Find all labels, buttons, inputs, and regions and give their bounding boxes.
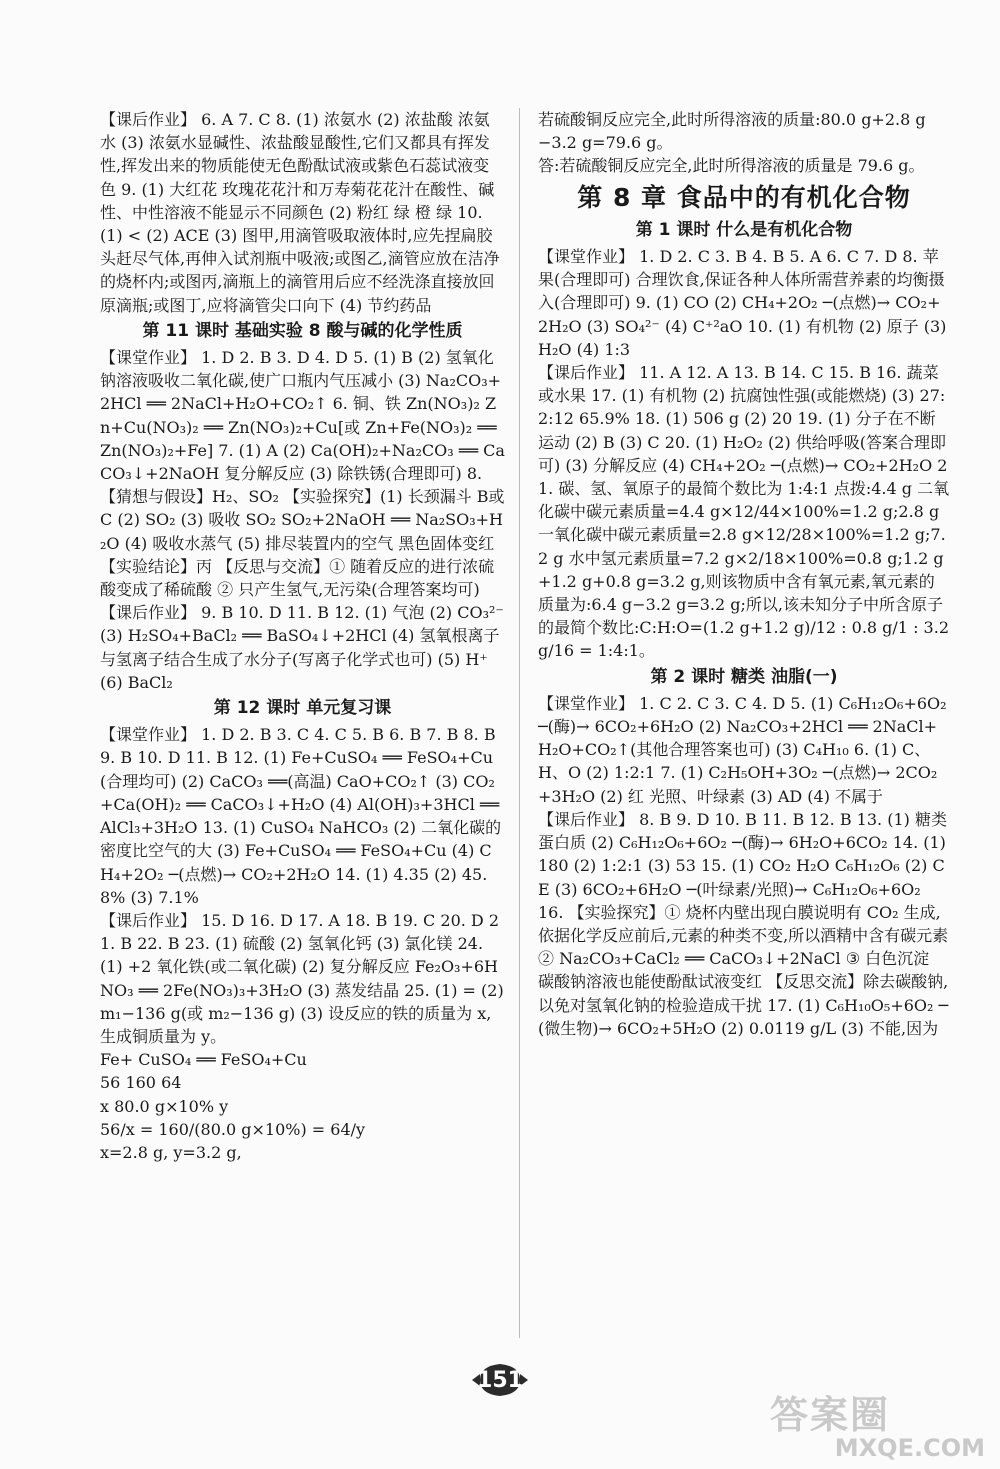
watermark-url: MXQE.COM — [834, 1434, 985, 1462]
watermark-logo — [770, 1395, 985, 1465]
text-block: 【课堂作业】 1. D 2. B 3. C 4. C 5. B 6. B 7. B 8. B 9. B 10. D 11. B 12. (1) Fe+CuSO₄ ══ FeSO₄+Cu(合理均可) (2) CaCO₃ ══(高温) CaO+CO₂↑ (3) CO₂+Ca(OH)₂ ══ CaCO₃↓+H₂O (4) Al(OH)₃+3HCl ══ AlCl₃+3H₂O 13. (1) CuSO₄ NaHCO₃ (2) 二氧化碳的密度比空气的大 (3) Fe+CuSO₄ ══ FeSO₄+Cu (4) CH₄+2O₂ ─(点燃)→ CO₂+2H₂O 14. (1) 4.35 (2) 45.8% (3) 7.1% — [100, 725, 502, 907]
column-divider — [519, 108, 520, 1338]
text-block: 【课后作业】 11. A 12. A 13. B 14. C 15. B 16. 蔬菜或水果 17. (1) 有机物 (2) 抗腐蚀性强(或能燃烧) (3) 27:2:12 65.9% 18. (1) 506 g (2) 20 19. (1) 分子在不断运动 (2) B (3) C 20. (1) H₂O₂ (2) 供给呼吸(答案合理即可) (3) 分解反应 (4) CH₄+2O₂ ─(点燃)→ CO₂+2H₂O 21. 碳、氢、氧原子的最简个数比为 1:4:1 点拨:4.4 g 二氧化碳中碳元素质量=4.4 g×12/44×100%=1.2 g;2.8 g 一氧化碳中碳元素质量=2.8 g×12/28×100%=1.2 g;7.2 g 水中氢元素质量=7.2 g×2/18×100%=0.8 g;1.2 g+1.2 g+0.8 g=3.2 g,则该物质中含有氧元素,氧元素的质量为:6.4 g−3.2 g=3.2 g;所以,该未知分子中所含原子的最简个数比:C:H:O=(1.2 g+1.2 g)/12 : 0.8 g/1 : 3.2 g/16 = 1:4:1。 — [538, 363, 950, 661]
text-block: 答:若硫酸铜反应完全,此时所得溶液的质量是 79.6 g。 — [538, 156, 925, 176]
text-block: 【课后作业】 9. B 10. D 11. B 12. (1) 气泡 (2) CO₃²⁻ (3) H₂SO₄+BaCl₂ ══ BaSO₄↓+2HCl (4) 氢氧根离子与氢离子结合生成了水分子(写离子化学式也可) (5) H⁺ (6) BaCl₂ — [100, 603, 504, 692]
text-block: 【课后作业】 6. A 7. C 8. (1) 浓氨水 (2) 浓盐酸 浓氨水 (3) 浓氨水显碱性、浓盐酸显酸性,它们又都具有挥发性,挥发出来的物质能使无色酚酞试液或紫色石蕊试液变色 9. (1) 大红花 玫瑰花花汁和万寿菊花花汁在酸性、碱性、中性溶液不能显示不同颜色 (2) 粉红 绿 橙 绿 10. (1) < (2) ACE (3) 图甲,用滴管吸取液体时,应先捏扁胶头赶尽气体,再伸入试剂瓶中吸液;或图乙,滴管应放在洁净的烧杯内;或图丙,滴瓶上的滴管用后应不经洗涤直接放回原滴瓶;或图丁,应将滴管尖口向下 (4) 节约药品 — [100, 110, 500, 315]
right-column — [538, 108, 950, 1040]
equation-line: x 80.0 g×10% y — [100, 1096, 229, 1116]
left-column — [100, 108, 505, 1164]
equation-line: 56 160 64 — [100, 1073, 182, 1093]
text-block: 【课堂作业】 1. D 2. C 3. B 4. B 5. A 6. C 7. D 8. 苹果(合理即可) 合理饮食,保证各种人体所需营养素的均衡摄入(合理即可) 9. (1) CO (2) CH₄+2O₂ ─(点燃)→ CO₂+2H₂O (3) SO₄²⁻ (4) C⁺²aO 10. (1) 有机物 (2) 原子 (3) H₂O (4) 1:3 — [538, 247, 947, 359]
equation-line: x=2.8 g, y=3.2 g, — [100, 1142, 242, 1162]
lesson-heading: 第 11 课时 基础实验 8 酸与碱的化学性质 — [142, 320, 463, 341]
text-block: 【课后作业】 15. D 16. D 17. A 18. B 19. C 20. D 21. B 22. B 23. (1) 硫酸 (2) 氢氧化钙 (3) 氯化镁 24. (1) +2 氧化铁(或二氧化碳) (2) 复分解反应 Fe₂O₃+6HNO₃ ══ 2Fe(NO₃)₃+3H₂O (3) 蒸发结晶 25. (1) = (2) m₁−136 g(或 m₂−136 g) (3) 设反应的铁的质量为 x,生成铜质量为 y。 — [100, 910, 504, 1046]
text-block: 【课堂作业】 1. D 2. B 3. D 4. D 5. (1) B (2) 氢氧化钠溶液吸收二氧化碳,使广口瓶内气压减小 (3) Na₂CO₃+2HCl ══ 2NaCl+H₂O+CO₂↑ 6. 铜、铁 Zn(NO₃)₂ Zn+Cu(NO₃)₂ ══ Zn(NO₃)₂+Cu[或 Zn+Fe(NO₃)₂ ══ Zn(NO₃)₂+Fe] 7. (1) A (2) Ca(OH)₂+Na₂CO₃ ══ CaCO₃↓+2NaOH 复分解反应 (3) 除铁锈(合理即可) 8. 【猜想与假设】H₂、SO₂ 【实验探究】(1) 长颈漏斗 B或C (2) SO₂ (3) 吸收 SO₂ SO₂+2NaOH ══ Na₂SO₃+H₂O (4) 吸收水蒸气 (5) 排尽装置内的空气 黑色固体变红 【实验结论】丙 【反思与交流】① 随着反应的进行浓硫酸变成了稀硫酸 ② 只产生氢气,无污染(合理答案均可) — [100, 348, 505, 600]
lesson-heading: 第 2 课时 糖类 油脂(一) — [650, 666, 838, 687]
text-block: 若硫酸铜反应完全,此时所得溶液的质量:80.0 g+2.8 g−3.2 g=79.6 g。 — [538, 110, 926, 153]
equation-line: Fe+ CuSO₄ ══ FeSO₄+Cu — [100, 1050, 307, 1070]
chapter-heading: 第 8 章 食品中的有机化合物 — [577, 182, 911, 212]
page-number: 151 — [477, 1367, 523, 1393]
equation-line: 56/x = 160/(80.0 g×10%) = 64/y — [100, 1119, 366, 1139]
text-block: 【课后作业】 8. B 9. D 10. B 11. B 12. B 13. (1) 糖类 蛋白质 (2) C₆H₁₂O₆+6O₂ ─(酶)→ 6H₂O+6CO₂ 14. (1) 180 (2) 1:2:1 (3) 53 15. (1) CO₂ H₂O C₆H₁₂O₆ (2) CE (3) 6CO₂+6H₂O ─(叶绿素/光照)→ C₆H₁₂O₆+6O₂ — [538, 809, 947, 899]
page-number-badge — [472, 1360, 528, 1400]
lesson-heading: 第 1 课时 什么是有机化合物 — [635, 219, 853, 240]
lesson-heading: 第 12 课时 单元复习课 — [213, 698, 392, 719]
text-block: 【课堂作业】 1. C 2. C 3. C 4. D 5. (1) C₆H₁₂O₆+6O₂ ─(酶)→ 6CO₂+6H₂O (2) Na₂CO₃+2HCl ══ 2NaCl+H₂O+CO₂↑(其他合理答案也可) (3) C₄H₁₀ 6. (1) C、H、O (2) 1:2:1 7. (1) C₂H₅OH+3O₂ ─(点燃)→ 2CO₂+3H₂O (2) 红 光照、叶绿素 (3) AD (4) 不属于 — [538, 693, 947, 806]
text-block: 16. 【实验探究】① 烧杯内壁出现白膜说明有 CO₂ 生成,依据化学反应前后,元素的种类不变,所以酒精中含有碳元素 ② Na₂CO₃+CaCl₂ ══ CaCO₃↓+2NaCl ③ 白色沉淀 碳酸钠溶液也能使酚酞试液变红 【反思交流】除去碳酸钠,以免对氢氧化钠的检验造成干扰 17. (1) C₆H₁₀O₅+6O₂ ─(微生物)→ 6CO₂+5H₂O (2) 0.0119 g/L (3) 不能,因为 — [538, 902, 949, 1038]
watermark-text: 答案圈 — [770, 1393, 891, 1437]
